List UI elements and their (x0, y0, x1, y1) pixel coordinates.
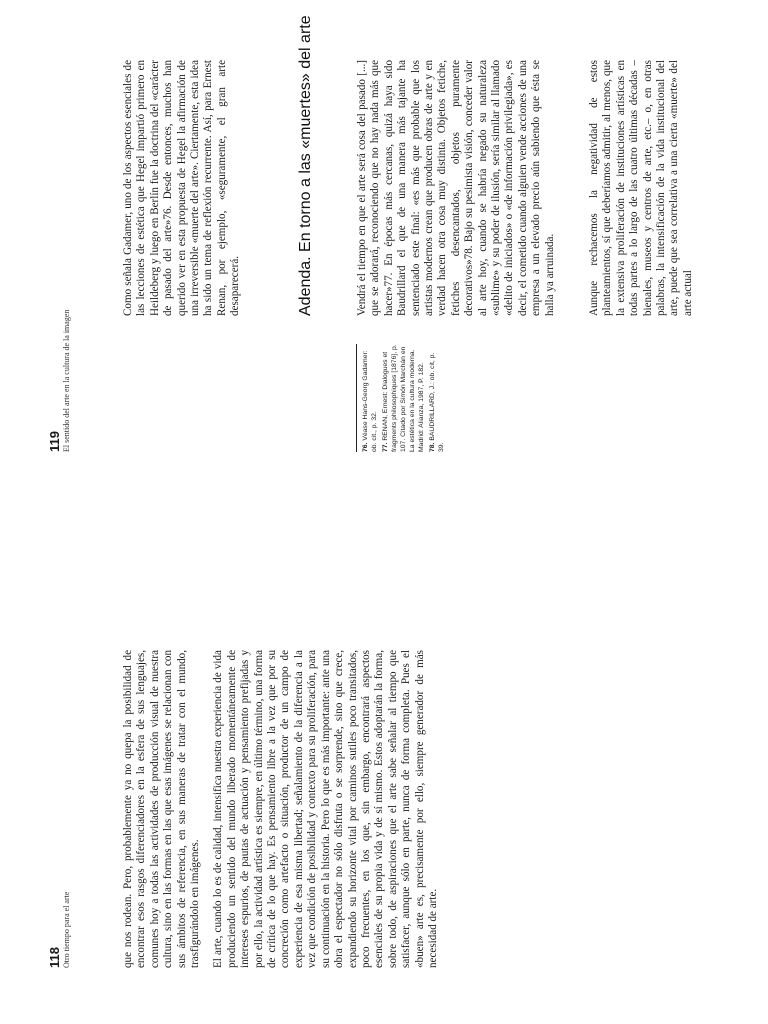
footnote-76-text: Véase Hans-Georg Gadamer: ob. cit., p. 32. (362, 350, 378, 452)
footnote-78 (428, 344, 446, 452)
running-head-title-right: El sentido del arte en la cultura de la imagen (62, 309, 71, 452)
section-title: Adenda. En torno a las «muertes» del arte (297, 15, 314, 316)
right-paragraph-bottom (588, 60, 695, 316)
left-page (0, 512, 768, 1024)
footnote-78-number: 78. (429, 442, 436, 452)
running-head-left (48, 892, 72, 968)
footnote-78-text: BAUDRILLARD, J.: ob. cit, p. 39. (429, 352, 445, 452)
footnote-76 (361, 344, 379, 452)
left-paragraph-2: El arte, cuando lo es de calidad, intensifica nuestra experiencia de vida produciendo un sentido del mundo liberado momentáneamente de intereses espurios, de pautas de actuación y pensamiento prefijadas y por ello, la actividad artística es siempre, en último término, una forma de crítica de lo que hay. Es pensamiento libre a la vez que por su concreción como artefacto o situación, productor de un campo de experiencia de esa misma libertad; señalamiento de la diferencia a la vez que condición de posibilidad y contexto para su proliferación, para su continuación en la historia. Pero lo que es más importante: ante una obra el espectador no sólo disfruta o se sorprende, sino que crece, expandiendo su horizonte vital por caminos sutiles poco transitados, poco frecuentes, en los que, sin embargo, encontrará aspectos esenciales de su propia vida y de sí mismo. Estos adoptarán la forma, sobre todo, de aspiraciones que el arte sabe señalar al tiempo que satisfacer, aunque sólo en parte, nunca de forma completa. Pues el «buen» arte es, precisamente por ello, siempre generador de más necesidad de arte. (212, 650, 439, 968)
right-paragraph-top (122, 60, 243, 316)
page-number-118: 118 (47, 947, 62, 968)
baudrillard-paragraph: Vendrá el tiempo en que el arte será cosa del pasado [...] que se adorará, reconociendo que no hay nada más que hacer»77. En épocas más cercanas, quizá haya sido Baudrillard el que de una manera más tajante ha sentenciado este final: «es más que probable que los artistas modernos crean que producen obras de arte y en verdad hacen otra cosa muy distinta. Objetos fetiche, fetiches desencantados, objetos puramente decorativos»78. Bajo su pesimista visión, conceder valor al arte hoy, cuando se habría negado su naturaleza «sublime» y su poder de ilusión, sería similar al llamado «delito de iniciados» o «de información privilegiada», es decir, el cometido cuando alguien vende acciones de una empresa a un elevado precio aún sabiendo que ésta se halla ya arruinada. (356, 60, 556, 316)
footnotes (356, 344, 448, 452)
page-number-119: 119 (47, 431, 62, 452)
running-head-title-left: Otro tiempo para el arte (62, 891, 71, 968)
left-text-column (122, 650, 440, 968)
right-paragraph-mid (356, 60, 557, 316)
footnote-77-number: 77. (382, 442, 389, 452)
gadamer-paragraph: Como señala Gadamer, uno de los aspectos esenciales de las lecciones de estética que Hegel impartió primero en Heildeberg y luego en Berlín fue la doctrina del «carácter de pasado del arte»76. Desde entonces, muchos han querido ver en esta propuesta de Hegel la afirmación de una irreversible «muerte del arte». Ciertamente, esta idea ha sido un tema de reflexión recurrente. Así, para Ernest Renan, por ejemplo, «seguramente, el gran arte desaparecerá. (122, 60, 242, 316)
negativity-paragraph: Aunque rechacemos la negatividad de estos planteamientos, sí que deberíamos admitir, al menos, que la extensiva proliferación de instituciones artísticas en todas partes a lo largo de las cuatro últimas décadas –bienales, museos y centros de arte, etc.– o, en otras palabras, la intensificación de la vida institucional del arte, puede que sea correlativa a una cierta «muerte» del arte actual (588, 60, 694, 316)
footnote-77-text: RENAN, Ernest: Dialogues et fragments philosophiques [1876], p. 107. Citado por Simón Marchán en La estética en la cultura moderna. Madrid: Alianza, 1987, P. 182. (382, 344, 425, 452)
footnote-77 (381, 344, 426, 452)
left-paragraph-1: que nos rodean. Pero, probablemente ya no quepa la posibilidad de encontrar esos rasgos diferenciadores en la esfera de sus lenguajes, comunes hoy a todas las actividades de producción visual de nuestra cultura, sino en las formas en las que esas imágenes se relacionan con sus ámbitos de referencia, en sus maneras de tratar con el mundo, trasfigurándolo en imágenes. (122, 650, 202, 968)
footnote-76-number: 76. (362, 442, 369, 452)
running-head-right (48, 310, 72, 452)
